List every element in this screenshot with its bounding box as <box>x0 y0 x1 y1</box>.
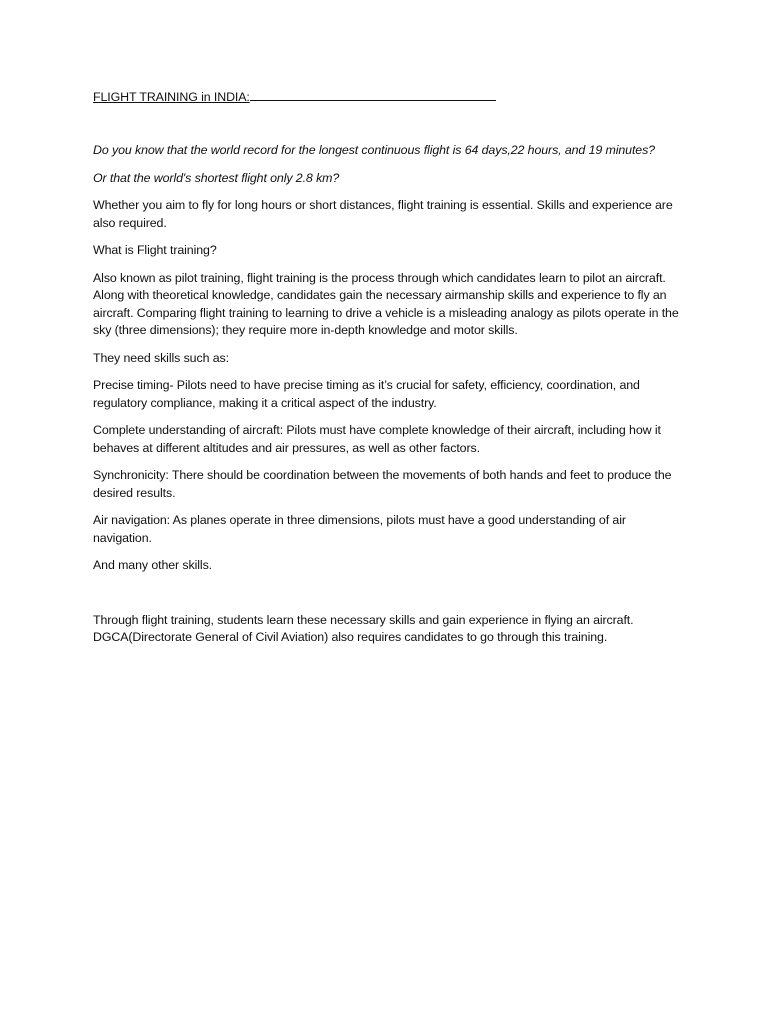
paragraph-intro-question: Do you know that the world record for the longest continuous flight is 64 days,22 hours, and 19 minutes? <box>93 143 655 157</box>
document-page <box>93 88 683 657</box>
paragraph-heading-what-is: What is Flight training? <box>93 243 217 257</box>
paragraph-training-essential: Whether you aim to fly for long hours or short distances, flight training is essential. Skills and experience are also required. <box>93 198 673 230</box>
paragraph-skills-intro: They need skills such as: <box>93 350 229 365</box>
paragraph-gap <box>93 585 683 612</box>
paragraph-definition: Also known as pilot training, flight training is the process through which candidates learn to pilot an aircraft. Along with theoretical knowledge, candidates gain the necessary airmanship skills and experience to fly an aircraft. Comparing flight training to learning to drive a vehicle is a misleading analogy as pilots operate in the sky (three dimensions); they require more in-depth knowledge and motor skills. <box>93 270 679 337</box>
paragraph-conclusion: Through flight training, students learn these necessary skills and gain experience in flying an aircraft. DGCA(Directorate General of Civil Aviation) also requires candidates to go through this training. <box>93 612 634 644</box>
title-underline <box>250 88 496 101</box>
paragraph-air-navigation: Air navigation: As planes operate in three dimensions, pilots must have a good understanding of air navigation. <box>93 513 626 545</box>
title-row <box>93 88 683 105</box>
document-title: FLIGHT TRAINING in INDIA: <box>93 90 250 104</box>
paragraph-other-skills: And many other skills. <box>93 558 213 572</box>
paragraph-aircraft-understanding: Complete understanding of aircraft: Pilots must have complete knowledge of their aircraft, including how it behaves at different altitudes and air pressures, as well as other factors. <box>93 423 661 455</box>
paragraph-synchronicity: Synchronicity: There should be coordination between the movements of both hands and feet to produce the desired results. <box>93 468 672 500</box>
paragraph-shortest-flight: Or that the world's shortest flight only 2.8 km? <box>93 170 340 185</box>
title-spacer <box>93 105 683 142</box>
paragraph-precise-timing: Precise timing- Pilots need to have precise timing as it’s crucial for safety, efficiency, coordination, and regulatory compliance, making it a critical aspect of the industry. <box>93 378 640 410</box>
